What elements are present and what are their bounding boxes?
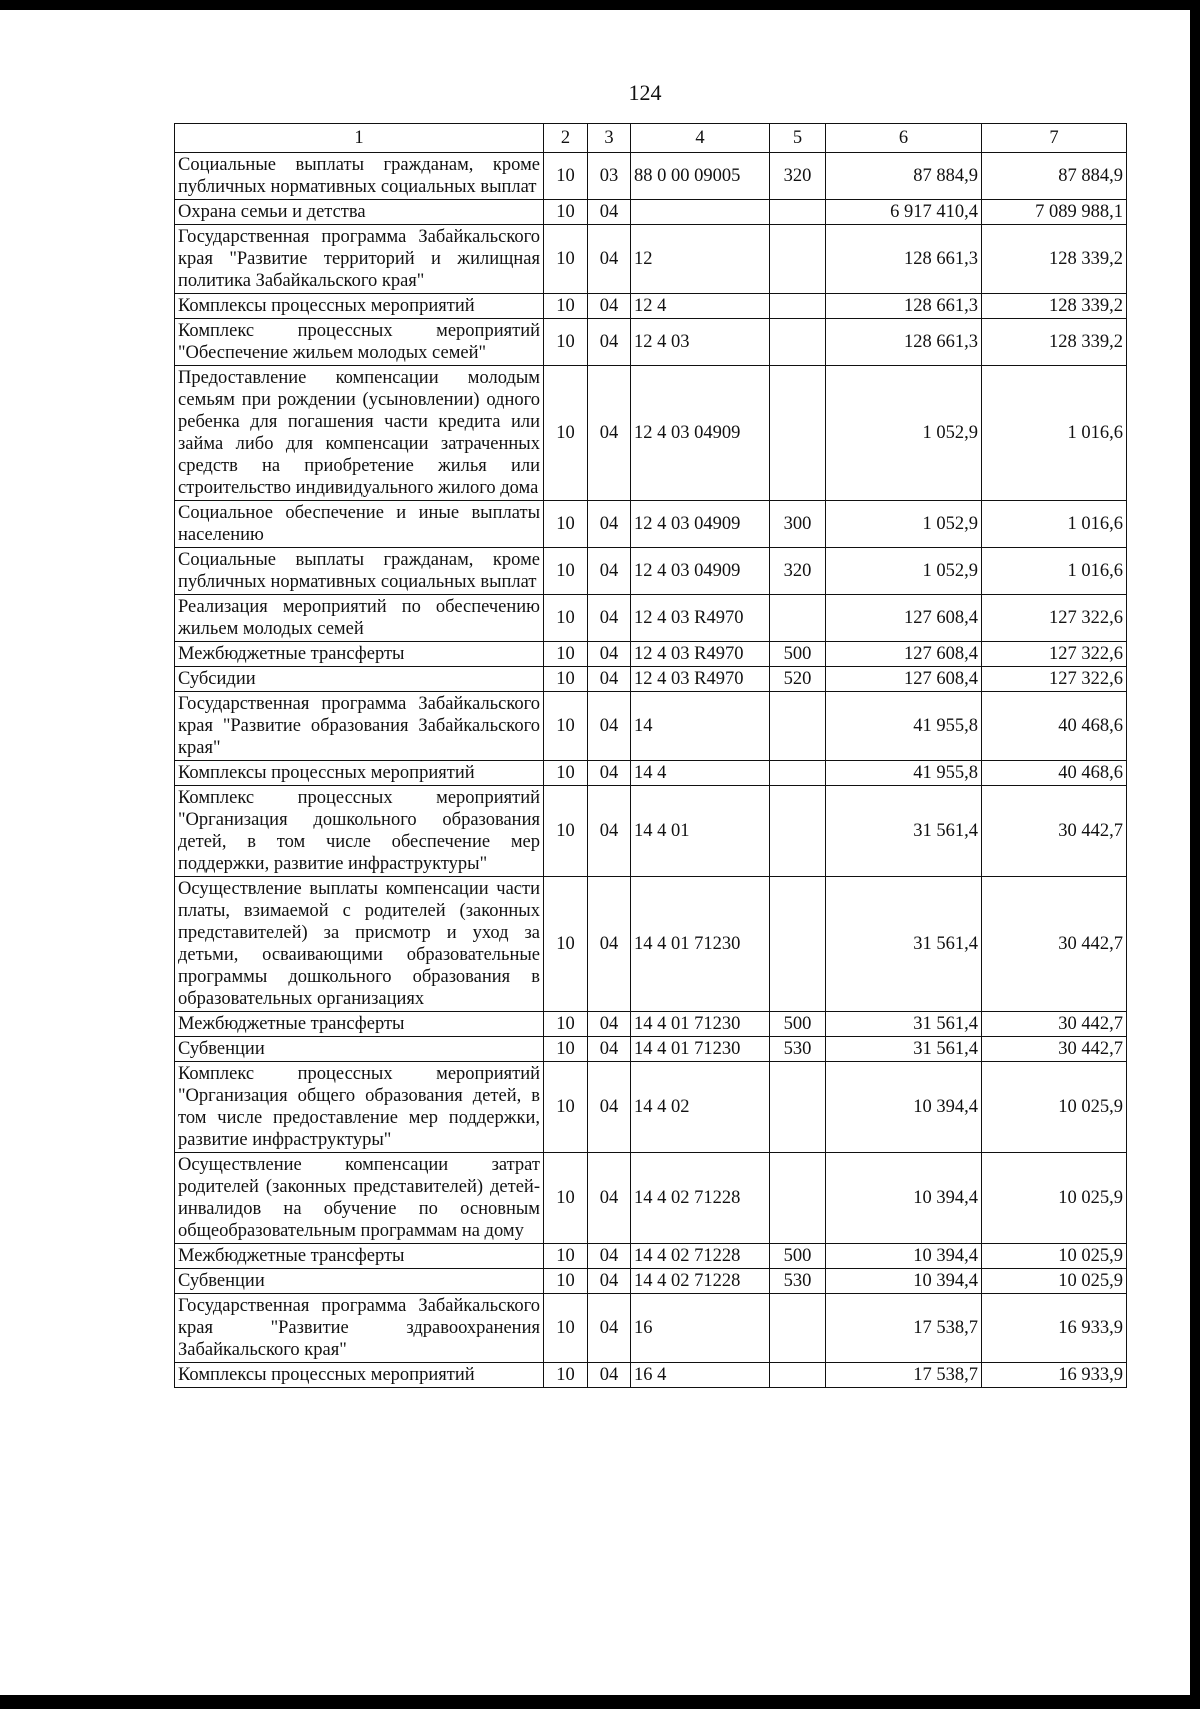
table-row <box>175 1269 1127 1294</box>
column-header: 1 <box>175 124 544 153</box>
expense-type-cell: 300 <box>770 501 826 548</box>
column-header: 5 <box>770 124 826 153</box>
expense-type-cell: 530 <box>770 1269 826 1294</box>
expense-type-cell <box>770 319 826 366</box>
row-name-cell: Комплекс процессных мероприятий "Организация дошкольного образования детей, в том числе обеспечение мер поддержки, развитие инфраструктуры" <box>175 786 544 877</box>
amount-year1-cell: 17 538,7 <box>826 1294 982 1363</box>
target-article-cell: 12 4 03 04909 <box>631 366 770 501</box>
header-row <box>175 124 1127 153</box>
target-article-cell: 14 4 01 <box>631 786 770 877</box>
table-row <box>175 1153 1127 1244</box>
row-name-cell: Социальные выплаты гражданам, кроме публичных нормативных социальных выплат <box>175 153 544 200</box>
section-cell: 10 <box>544 692 588 761</box>
row-name-cell: Межбюджетные трансферты <box>175 1012 544 1037</box>
section-cell: 10 <box>544 786 588 877</box>
amount-year1-cell: 1 052,9 <box>826 366 982 501</box>
target-article-cell: 12 4 <box>631 294 770 319</box>
subsection-cell: 04 <box>588 366 631 501</box>
amount-year1-cell: 127 608,4 <box>826 595 982 642</box>
subsection-cell: 04 <box>588 1244 631 1269</box>
row-name-cell: Субвенции <box>175 1269 544 1294</box>
row-name-cell: Реализация мероприятий по обеспечению жильем молодых семей <box>175 595 544 642</box>
subsection-cell: 04 <box>588 595 631 642</box>
table-row <box>175 1062 1127 1153</box>
amount-year1-cell: 17 538,7 <box>826 1363 982 1388</box>
row-name-cell: Комплекс процессных мероприятий "Организация общего образования детей, в том числе предоставление мер поддержки, развитие инфраструктуры" <box>175 1062 544 1153</box>
amount-year1-cell: 41 955,8 <box>826 761 982 786</box>
amount-year1-cell: 31 561,4 <box>826 877 982 1012</box>
amount-year2-cell: 128 339,2 <box>982 294 1127 319</box>
table-row <box>175 200 1127 225</box>
subsection-cell: 04 <box>588 667 631 692</box>
amount-year2-cell: 30 442,7 <box>982 1037 1127 1062</box>
table-row <box>175 366 1127 501</box>
amount-year2-cell: 128 339,2 <box>982 225 1127 294</box>
amount-year2-cell: 127 322,6 <box>982 595 1127 642</box>
budget-table <box>174 123 1127 1388</box>
amount-year2-cell: 30 442,7 <box>982 877 1127 1012</box>
row-name-cell: Межбюджетные трансферты <box>175 1244 544 1269</box>
target-article-cell: 12 4 03 04909 <box>631 548 770 595</box>
subsection-cell: 04 <box>588 1153 631 1244</box>
expense-type-cell <box>770 1363 826 1388</box>
row-name-cell: Государственная программа Забайкальского края "Развитие территорий и жилищная политика Забайкальского края" <box>175 225 544 294</box>
amount-year1-cell: 31 561,4 <box>826 786 982 877</box>
table-row <box>175 319 1127 366</box>
amount-year2-cell: 128 339,2 <box>982 319 1127 366</box>
section-cell: 10 <box>544 200 588 225</box>
table-row <box>175 225 1127 294</box>
row-name-cell: Предоставление компенсации молодым семьям при рождении (усыновлении) одного ребенка для погашения части кредита или займа либо для компенсации затраченных средств на приобретение жилья или строительство индивидуального жилого дома <box>175 366 544 501</box>
amount-year2-cell: 30 442,7 <box>982 786 1127 877</box>
subsection-cell: 04 <box>588 294 631 319</box>
target-article-cell: 12 4 03 R4970 <box>631 595 770 642</box>
table-row <box>175 1012 1127 1037</box>
subsection-cell: 04 <box>588 642 631 667</box>
subsection-cell: 04 <box>588 1062 631 1153</box>
amount-year1-cell: 10 394,4 <box>826 1269 982 1294</box>
section-cell: 10 <box>544 294 588 319</box>
target-article-cell: 14 4 02 71228 <box>631 1153 770 1244</box>
row-name-cell: Социальное обеспечение и иные выплаты населению <box>175 501 544 548</box>
section-cell: 10 <box>544 366 588 501</box>
amount-year2-cell: 40 468,6 <box>982 761 1127 786</box>
section-cell: 10 <box>544 1363 588 1388</box>
amount-year1-cell: 1 052,9 <box>826 548 982 595</box>
section-cell: 10 <box>544 877 588 1012</box>
column-header: 4 <box>631 124 770 153</box>
row-name-cell: Государственная программа Забайкальского края "Развитие здравоохранения Забайкальского края" <box>175 1294 544 1363</box>
row-name-cell: Субсидии <box>175 667 544 692</box>
expense-type-cell: 520 <box>770 667 826 692</box>
expense-type-cell: 500 <box>770 1244 826 1269</box>
section-cell: 10 <box>544 595 588 642</box>
section-cell: 10 <box>544 1269 588 1294</box>
row-name-cell: Охрана семьи и детства <box>175 200 544 225</box>
subsection-cell: 04 <box>588 548 631 595</box>
section-cell: 10 <box>544 153 588 200</box>
table-row <box>175 667 1127 692</box>
subsection-cell: 04 <box>588 786 631 877</box>
row-name-cell: Межбюджетные трансферты <box>175 642 544 667</box>
target-article-cell: 16 <box>631 1294 770 1363</box>
row-name-cell: Осуществление выплаты компенсации части платы, взимаемой с родителей (законных представителей) за присмотр и уход за детьми, осваивающими образовательные программы дошкольного образования в образовательных организациях <box>175 877 544 1012</box>
amount-year1-cell: 10 394,4 <box>826 1153 982 1244</box>
expense-type-cell: 320 <box>770 153 826 200</box>
table-row <box>175 786 1127 877</box>
section-cell: 10 <box>544 1244 588 1269</box>
target-article-cell: 14 <box>631 692 770 761</box>
subsection-cell: 04 <box>588 319 631 366</box>
table-row <box>175 1037 1127 1062</box>
table-row <box>175 1363 1127 1388</box>
expense-type-cell <box>770 595 826 642</box>
amount-year2-cell: 7 089 988,1 <box>982 200 1127 225</box>
table-row <box>175 761 1127 786</box>
section-cell: 10 <box>544 761 588 786</box>
table-row <box>175 294 1127 319</box>
section-cell: 10 <box>544 1012 588 1037</box>
table-row <box>175 1294 1127 1363</box>
amount-year1-cell: 10 394,4 <box>826 1062 982 1153</box>
section-cell: 10 <box>544 642 588 667</box>
section-cell: 10 <box>544 1062 588 1153</box>
subsection-cell: 04 <box>588 1269 631 1294</box>
subsection-cell: 04 <box>588 1294 631 1363</box>
subsection-cell: 04 <box>588 1012 631 1037</box>
table-row <box>175 548 1127 595</box>
amount-year2-cell: 16 933,9 <box>982 1294 1127 1363</box>
section-cell: 10 <box>544 667 588 692</box>
amount-year1-cell: 31 561,4 <box>826 1037 982 1062</box>
subsection-cell: 04 <box>588 501 631 548</box>
row-name-cell: Комплексы процессных мероприятий <box>175 1363 544 1388</box>
subsection-cell: 04 <box>588 692 631 761</box>
row-name-cell: Комплексы процессных мероприятий <box>175 761 544 786</box>
target-article-cell: 14 4 02 71228 <box>631 1269 770 1294</box>
target-article-cell <box>631 200 770 225</box>
target-article-cell: 14 4 02 71228 <box>631 1244 770 1269</box>
table-body <box>175 153 1127 1388</box>
amount-year1-cell: 41 955,8 <box>826 692 982 761</box>
section-cell: 10 <box>544 1294 588 1363</box>
row-name-cell: Субвенции <box>175 1037 544 1062</box>
subsection-cell: 04 <box>588 761 631 786</box>
table-row <box>175 692 1127 761</box>
subsection-cell: 04 <box>588 1037 631 1062</box>
row-name-cell: Комплексы процессных мероприятий <box>175 294 544 319</box>
target-article-cell: 14 4 <box>631 761 770 786</box>
amount-year2-cell: 127 322,6 <box>982 667 1127 692</box>
subsection-cell: 04 <box>588 1363 631 1388</box>
subsection-cell: 03 <box>588 153 631 200</box>
expense-type-cell <box>770 1062 826 1153</box>
amount-year2-cell: 1 016,6 <box>982 501 1127 548</box>
amount-year2-cell: 87 884,9 <box>982 153 1127 200</box>
amount-year1-cell: 128 661,3 <box>826 225 982 294</box>
section-cell: 10 <box>544 225 588 294</box>
target-article-cell: 88 0 00 09005 <box>631 153 770 200</box>
amount-year1-cell: 6 917 410,4 <box>826 200 982 225</box>
expense-type-cell: 500 <box>770 642 826 667</box>
column-header: 7 <box>982 124 1127 153</box>
amount-year1-cell: 127 608,4 <box>826 667 982 692</box>
target-article-cell: 12 <box>631 225 770 294</box>
section-cell: 10 <box>544 319 588 366</box>
target-article-cell: 14 4 01 71230 <box>631 877 770 1012</box>
amount-year1-cell: 128 661,3 <box>826 319 982 366</box>
section-cell: 10 <box>544 548 588 595</box>
amount-year1-cell: 1 052,9 <box>826 501 982 548</box>
section-cell: 10 <box>544 501 588 548</box>
amount-year1-cell: 31 561,4 <box>826 1012 982 1037</box>
amount-year2-cell: 1 016,6 <box>982 366 1127 501</box>
amount-year2-cell: 10 025,9 <box>982 1269 1127 1294</box>
row-name-cell: Комплекс процессных мероприятий "Обеспечение жильем молодых семей" <box>175 319 544 366</box>
amount-year2-cell: 127 322,6 <box>982 642 1127 667</box>
table-row <box>175 153 1127 200</box>
target-article-cell: 14 4 02 <box>631 1062 770 1153</box>
subsection-cell: 04 <box>588 877 631 1012</box>
expense-type-cell <box>770 200 826 225</box>
target-article-cell: 12 4 03 04909 <box>631 501 770 548</box>
subsection-cell: 04 <box>588 225 631 294</box>
column-header: 3 <box>588 124 631 153</box>
table-row <box>175 642 1127 667</box>
expense-type-cell <box>770 786 826 877</box>
scan-border-bottom <box>0 1695 1200 1709</box>
column-header: 2 <box>544 124 588 153</box>
expense-type-cell <box>770 1294 826 1363</box>
amount-year2-cell: 10 025,9 <box>982 1062 1127 1153</box>
row-name-cell: Осуществление компенсации затрат родителей (законных представителей) детей-инвалидов на обучение по основным общеобразовательным программам на дому <box>175 1153 544 1244</box>
amount-year2-cell: 10 025,9 <box>982 1244 1127 1269</box>
expense-type-cell <box>770 294 826 319</box>
table-row <box>175 1244 1127 1269</box>
amount-year2-cell: 16 933,9 <box>982 1363 1127 1388</box>
amount-year1-cell: 10 394,4 <box>826 1244 982 1269</box>
subsection-cell: 04 <box>588 200 631 225</box>
scan-border-top <box>0 0 1200 10</box>
expense-type-cell <box>770 761 826 786</box>
section-cell: 10 <box>544 1037 588 1062</box>
scan-border-right <box>1190 0 1200 1709</box>
target-article-cell: 12 4 03 <box>631 319 770 366</box>
table-row <box>175 877 1127 1012</box>
expense-type-cell <box>770 877 826 1012</box>
row-name-cell: Социальные выплаты гражданам, кроме публичных нормативных социальных выплат <box>175 548 544 595</box>
target-article-cell: 16 4 <box>631 1363 770 1388</box>
amount-year1-cell: 127 608,4 <box>826 642 982 667</box>
amount-year1-cell: 87 884,9 <box>826 153 982 200</box>
expense-type-cell: 320 <box>770 548 826 595</box>
expense-type-cell <box>770 225 826 294</box>
table-row <box>175 501 1127 548</box>
amount-year1-cell: 128 661,3 <box>826 294 982 319</box>
amount-year2-cell: 10 025,9 <box>982 1153 1127 1244</box>
target-article-cell: 14 4 01 71230 <box>631 1012 770 1037</box>
page-number: 124 <box>628 80 662 105</box>
target-article-cell: 14 4 01 71230 <box>631 1037 770 1062</box>
expense-type-cell: 530 <box>770 1037 826 1062</box>
amount-year2-cell: 30 442,7 <box>982 1012 1127 1037</box>
amount-year2-cell: 1 016,6 <box>982 548 1127 595</box>
amount-year2-cell: 40 468,6 <box>982 692 1127 761</box>
section-cell: 10 <box>544 1153 588 1244</box>
target-article-cell: 12 4 03 R4970 <box>631 642 770 667</box>
expense-type-cell: 500 <box>770 1012 826 1037</box>
target-article-cell: 12 4 03 R4970 <box>631 667 770 692</box>
expense-type-cell <box>770 366 826 501</box>
row-name-cell: Государственная программа Забайкальского края "Развитие образования Забайкальского края" <box>175 692 544 761</box>
table-row <box>175 595 1127 642</box>
column-header: 6 <box>826 124 982 153</box>
expense-type-cell <box>770 692 826 761</box>
expense-type-cell <box>770 1153 826 1244</box>
